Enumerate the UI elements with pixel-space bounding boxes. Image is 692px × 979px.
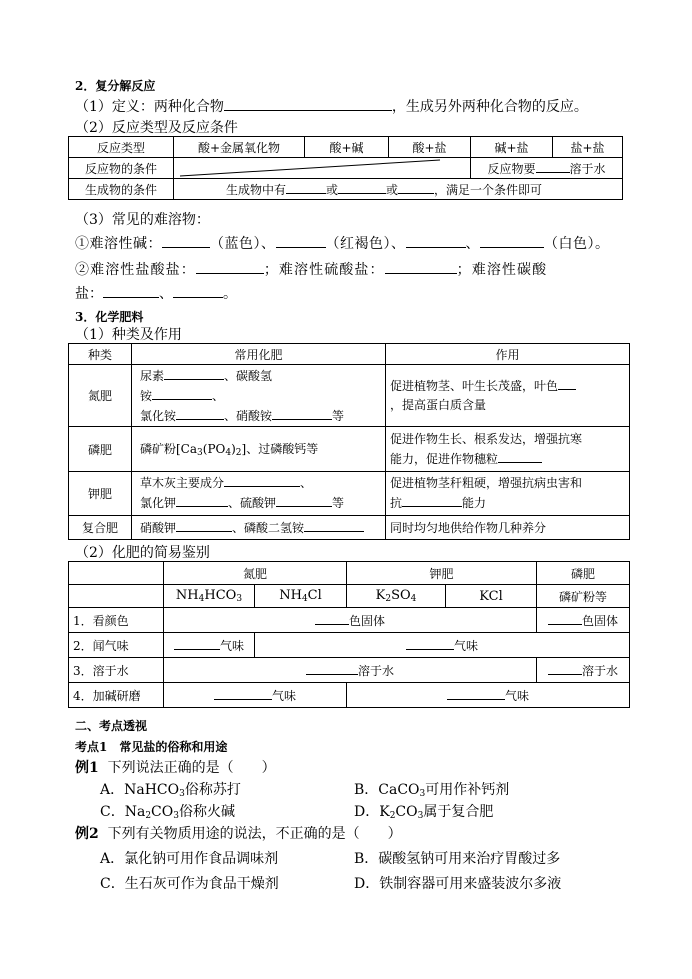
table-cell: 氮肥 — [69, 365, 132, 427]
table-header: $K_2SO_4$ — [347, 585, 446, 608]
table-cell: 4．加碱研磨 — [69, 683, 164, 708]
table-cell: 尿素 、碳酸氢 铵 、 氯化铵 、硝酸铵 等 — [132, 365, 386, 427]
insoluble-salts-line: ②难溶性盐酸盐： ；难溶性硫酸盐： ；难溶性碳酸 — [75, 262, 548, 278]
table-header: $NH_4Cl$ — [255, 585, 347, 608]
table-cell: 生成物中有 或 或 ，满足一个条件即可 — [174, 179, 623, 200]
table-cell: 气味 — [164, 633, 255, 658]
table-header: 磷矿粉等 — [537, 585, 630, 608]
table-header: 常用化肥 — [132, 344, 386, 365]
table-cell: 磷矿粉$[Ca_3(PO_4)_2]$、过磷酸钙等 — [132, 427, 386, 471]
diagonal-line — [174, 158, 444, 178]
example1-option-b: B．CaCO$_3$可用作补钙剂 — [354, 782, 510, 799]
insoluble-carbonates-line: 盐： 、 。 — [75, 286, 237, 302]
example1-option-d: D．$K_2CO_3$属于复合肥 — [354, 804, 494, 821]
table-header: 酸+盐 — [389, 137, 471, 158]
identification-table — [68, 561, 630, 708]
definition-line: （1）定义：两种化合物 ，生成另外两种化合物的反应。 — [75, 99, 588, 115]
kaodian-heading: 考点1 常见盐的俗称和用途 — [75, 740, 228, 754]
table-cell: 溶于水 — [537, 658, 630, 683]
example2-option-a: A．氯化钠可用作食品调味剂 — [100, 851, 279, 867]
table-cell: 反应物要 溶于水 — [471, 158, 623, 179]
table-cell — [69, 562, 164, 585]
table-cell — [69, 585, 164, 608]
identification-label: （2）化肥的简易鉴别 — [75, 545, 210, 561]
table-cell: 草木灰主要成分 、 氯化钾 、硫酸钾 等 — [132, 471, 386, 515]
table-cell: 气味 — [255, 633, 630, 658]
table-cell: 复合肥 — [69, 515, 132, 539]
table-cell: 硝酸钾 、磷酸二氢铵 — [132, 515, 386, 539]
insoluble-bases-line: ①难溶性碱： （蓝色）、 （红褐色）、 、 （白色）。 — [75, 236, 610, 252]
table-cell: 同时均匀地供给作物几种养分 — [386, 515, 630, 539]
table-header: 种类 — [69, 344, 132, 365]
example2-option-d: D．铁制容器可用来盛装波尔多液 — [354, 876, 562, 892]
table-cell: 色固体 — [537, 608, 630, 633]
table-header: KCl — [446, 585, 537, 608]
table-cell: 3．溶于水 — [69, 658, 164, 683]
reaction-table — [68, 136, 623, 200]
table-header: 反应类型 — [69, 137, 174, 158]
example1-question: 例1 下列说法正确的是（ ） — [75, 760, 276, 776]
table-header: $NH_4HCO_3$ — [164, 585, 255, 608]
table-header: 酸+碱 — [305, 137, 389, 158]
example1-option-c: C．$Na_2CO_3$俗称火碱 — [100, 804, 235, 821]
table-header: 盐+盐 — [553, 137, 623, 158]
types-label: （2）反应类型及反应条件 — [75, 120, 238, 136]
table-cell: 气味 — [347, 683, 630, 708]
fertilizer-table — [68, 343, 630, 540]
example2-option-b: B．碳酸氢钠可用来治疗胃酸过多 — [354, 851, 561, 867]
table-cell: 2．闻气味 — [69, 633, 164, 658]
example2-option-c: C．生石灰可作为食品干燥剂 — [100, 876, 279, 892]
example2-question: 例2 下列有关物质用途的说法，不正确的是（ ） — [75, 826, 402, 842]
table-cell: 促进植物茎、叶生长茂盛，叶色 ，提高蛋白质含量 — [386, 365, 630, 427]
table-header: 作用 — [386, 344, 630, 365]
table-header: 碱+盐 — [471, 137, 553, 158]
insoluble-label: （3）常见的难溶物： — [75, 212, 210, 228]
table-cell: 反应物的条件 — [69, 158, 174, 179]
table-header: 磷肥 — [537, 562, 630, 585]
kinds-label: （1）种类及作用 — [75, 327, 182, 343]
diagonal-cell — [174, 158, 471, 179]
section-heading: 二、考点透视 — [75, 719, 148, 733]
table-cell: 钾肥 — [69, 471, 132, 515]
section-heading: 2．复分解反应 — [75, 79, 156, 93]
table-cell: 1．看颜色 — [69, 608, 164, 633]
table-header: 酸+金属氧化物 — [174, 137, 305, 158]
example1-option-a: A．NaHCO$_3$俗称苏打 — [100, 782, 241, 799]
table-cell: 促进植物茎秆粗硬，增强抗病虫害和 抗 能力 — [386, 471, 630, 515]
table-cell: 促进作物生长、根系发达，增强抗寒 能力，促进作物穗粒 — [386, 427, 630, 471]
table-cell: 气味 — [164, 683, 347, 708]
table-cell: 生成物的条件 — [69, 179, 174, 200]
section-heading: 3．化学肥料 — [75, 310, 144, 324]
table-cell: 色固体 — [164, 608, 537, 633]
table-cell: 磷肥 — [69, 427, 132, 471]
table-cell: 溶于水 — [164, 658, 537, 683]
table-header: 钾肥 — [347, 562, 537, 585]
table-header: 氮肥 — [164, 562, 347, 585]
